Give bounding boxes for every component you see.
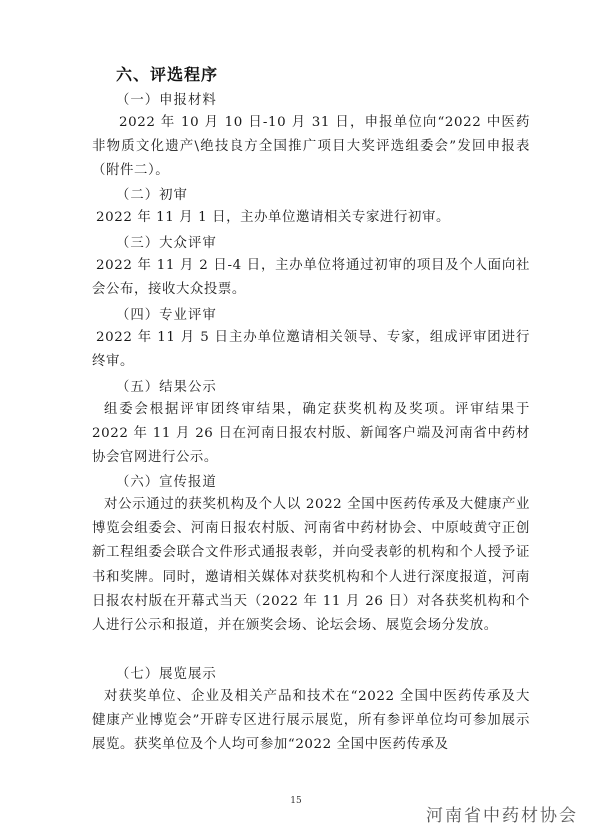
subsection-heading-5: （五）结果公示 [116, 380, 217, 395]
subsection-text-3: 2022 年 11 月 2 日-4 日，主办单位将通过初审的项目及个人面向社会公布，接收大众投票。 [92, 258, 530, 298]
subsection-heading-4: （四）专业评审 [116, 308, 217, 323]
subsection-text-4: 2022 年 11 月 5 日主办单位邀请相关领导、专家，组成评审团进行终审。 [92, 330, 530, 370]
subsection-text-7: 对获奖单位、企业及相关产品和技术在“2022 全国中医药传承及大健康产业博览会”开辟专区进行展示展览，所有参评单位均可参加展示展览。获奖单位及个人均可参加“2022 全国中医药传承及 [92, 689, 530, 753]
subsection-heading-2: （二）初审 [116, 188, 188, 203]
subsection-heading-7: （七）展览展示 [116, 667, 217, 682]
subsection-heading-1: （一）申报材料 [116, 93, 217, 108]
subsection-heading-3: （三）大众评审 [116, 236, 217, 251]
watermark-text: 河南省中药材协会 [426, 806, 578, 826]
subsection-text-1: 2022 年 10 月 10 日-10 月 31 日，申报单位向“2022 中医药非物质文化遗产\绝技良方全国推广项目大奖评选组委会”发回申报表（附件二）。 [92, 115, 530, 179]
page-number: 15 [290, 796, 302, 806]
section-title: 六、评选程序 [116, 65, 219, 84]
subsection-text-6: 对公示通过的获奖机构及个人以 2022 全国中医药传承及大健康产业博览会组委会、河南日报农村版、河南省中药材协会、中原岐黄守正创新工程组委会联合文件形式通报表彰，并向受表彰的机构和个人授予证书和奖牌。同时，邀请相关媒体对获奖机构和个人进行深度报道，河南日报农村版在开幕式当天（2022 年 11 月 26 日）对各获奖机构和个人进行公示和报道，并在颁奖会场、论坛会场、展览会场分发放。 [92, 497, 530, 634]
subsection-text-5: 组委会根据评审团终审结果，确定获奖机构及奖项。评审结果于 2022 年 11 月 26 日在河南日报农村版、新闻客户端及河南省中药材协会官网进行公示。 [92, 402, 530, 466]
subsection-text-2: 2022 年 11 月 1 日，主办单位邀请相关专家进行初审。 [96, 210, 450, 225]
subsection-heading-6: （六）宣传报道 [116, 475, 217, 490]
